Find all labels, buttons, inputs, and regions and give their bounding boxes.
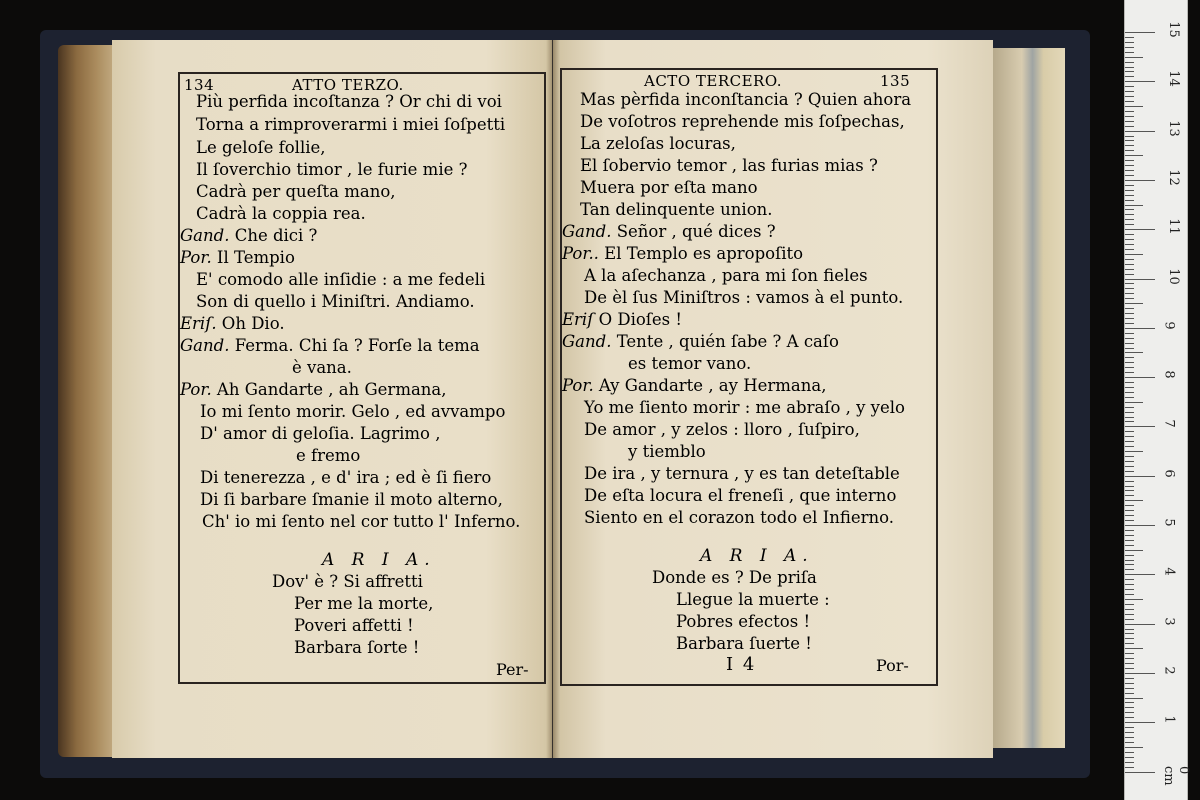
ruler-tick [1125,244,1134,245]
ruler-tick [1125,343,1134,344]
ruler-tick [1125,673,1155,674]
ruler-tick [1125,550,1143,551]
ruler-tick [1125,76,1134,77]
ruler-tick [1125,436,1134,437]
ruler-tick [1125,323,1134,324]
ruler-tick [1125,431,1134,432]
left-line: è vana. [292,358,352,377]
ruler-tick [1125,372,1134,373]
ruler-tick [1125,37,1134,38]
left-line: Le geloſe follie, [196,138,326,157]
ruler-number: 7 [1161,419,1177,429]
ruler-tick [1125,633,1134,634]
ruler-tick [1125,195,1134,196]
ruler-tick [1125,407,1134,408]
left-aria-title: A R I A. [322,550,436,570]
left-line: Gand. Che dici ? [180,226,318,245]
right-line: Mas pèrfida inconſtancia ? Quien ahora [580,90,912,109]
ruler-tick [1125,377,1155,378]
ruler-tick [1125,293,1134,294]
right-page-number: 135 [880,72,911,90]
right-line: Tan delinquente union. [580,200,773,219]
right-line: Por. Ay Gandarte , ay Hermana, [562,376,827,395]
ruler-tick [1125,338,1134,339]
ruler-tick [1125,333,1134,334]
ruler-tick [1125,624,1155,625]
ruler-tick [1125,599,1143,600]
book-gutter [546,40,560,758]
ruler-tick [1125,234,1134,235]
right-line: De amor , y zelos : lloro , ſuſpiro, [584,420,860,439]
left-line: Io mi ſento morir. Gelo , ed avvampo [200,402,506,421]
left-line: Più perfida incoſtanza ? Or chi di voi [196,92,502,111]
ruler-tick [1125,57,1143,58]
ruler-tick [1125,579,1134,580]
ruler-tick [1125,569,1134,570]
ruler-number: 12 [1165,169,1181,186]
ruler-tick [1125,471,1134,472]
ruler-number: 0 cm [1161,765,1191,786]
ruler-tick [1125,288,1134,289]
ruler-tick [1125,67,1134,68]
right-line: Yo me ſiento morir : me abraſo , y yelo [584,398,905,417]
left-page-edges [58,45,120,757]
ruler-tick [1125,402,1143,403]
ruler-tick [1125,461,1134,462]
ruler-tick [1125,767,1134,768]
ruler-tick [1125,259,1134,260]
ruler-tick [1125,362,1134,363]
ruler-tick [1125,214,1134,215]
ruler-tick [1125,303,1143,304]
ruler-tick [1125,495,1134,496]
ruler-tick [1125,328,1155,329]
ruler-tick [1125,150,1134,151]
right-line: De eſta locura el freneſi , que interno [584,486,897,505]
ruler-tick [1125,254,1143,255]
right-aria-title: A R I A. [700,546,814,566]
right-line: De voſotros reprehende mis ſoſpechas, [580,112,905,131]
ruler-tick [1125,308,1134,309]
ruler-tick [1125,239,1134,240]
right-line: Eriſ O Dioſes ! [562,310,682,329]
right-catchword: Por- [876,656,909,675]
ruler-tick [1125,584,1134,585]
ruler-tick [1125,525,1155,526]
ruler-tick [1125,456,1134,457]
left-line: Il ſoverchio timor , le furie mie ? [196,160,468,179]
right-line: Siento en el corazon todo el Infierno. [584,508,895,527]
right-aria-line: Llegue la muerte : [676,590,830,609]
ruler-tick [1125,653,1134,654]
ruler-tick [1125,348,1134,349]
left-catchword: Per- [496,660,529,679]
ruler-number: 1 [1161,715,1177,724]
ruler-tick [1125,737,1134,738]
ruler-tick [1125,421,1134,422]
ruler-tick [1125,47,1134,48]
left-line: Di tenerezza , e d' ira ; ed è ſi fiero [200,468,492,487]
ruler-tick [1125,466,1134,467]
ruler-tick [1125,535,1134,536]
ruler-tick [1125,604,1134,605]
right-line: Muera por eſta mano [580,178,758,197]
ruler-tick [1125,619,1134,620]
ruler-tick [1125,392,1134,393]
ruler-tick [1125,490,1134,491]
ruler-tick [1125,678,1134,679]
ruler-tick [1125,397,1134,398]
ruler-tick [1125,190,1134,191]
ruler-number: 10 [1165,267,1181,285]
ruler-tick [1125,614,1134,615]
left-line: Di ſi barbare ſmanie il moto alterno, [200,490,503,509]
left-line: e fremo [296,446,361,465]
left-line: Eriſ. Oh Dio. [180,314,285,333]
ruler-tick [1125,762,1134,763]
left-line: Son di quello i Miniſtri. Andiamo. [196,292,475,311]
ruler-tick [1125,658,1134,659]
ruler-tick [1125,106,1143,107]
ruler-tick [1125,643,1134,644]
ruler-tick [1125,629,1134,630]
left-line: Cadrà la coppia rea. [196,204,366,223]
ruler-tick [1125,648,1143,649]
ruler-tick [1125,219,1134,220]
ruler-tick [1125,209,1134,210]
ruler-tick [1125,446,1134,447]
ruler-tick [1125,131,1155,132]
ruler-number: 13 [1165,119,1181,137]
right-line: es temor vano. [628,354,752,373]
ruler-tick [1125,318,1134,319]
ruler-tick [1125,589,1134,590]
ruler-tick [1125,357,1134,358]
ruler-tick [1125,145,1134,146]
ruler-number: 6 [1161,469,1177,478]
right-aria-line: Barbara ſuerte ! [676,634,812,653]
ruler-tick [1125,510,1134,511]
right-line: Por.. El Templo es apropoſito [562,244,804,263]
ruler-tick [1125,91,1134,92]
left-aria-line: Dov' è ? Si affretti [272,572,423,591]
ruler-number: 5 [1161,518,1177,527]
ruler-tick [1125,387,1134,388]
left-aria-line: Per me la morte, [294,594,434,613]
ruler-tick [1125,126,1134,127]
ruler-tick [1125,688,1134,689]
ruler-tick [1125,663,1134,664]
ruler-number: 14 [1165,70,1181,88]
ruler-tick [1125,683,1134,684]
ruler-tick [1125,136,1134,137]
ruler-tick [1125,451,1143,452]
ruler-tick [1125,140,1134,141]
right-line: De ira , y ternura , y es tan deteſtable [584,464,900,483]
ruler-tick [1125,574,1155,575]
left-running-head: ATTO TERZO. [292,76,404,94]
ruler-tick [1125,500,1143,501]
ruler-tick [1125,560,1134,561]
ruler-number: 2 [1161,666,1177,675]
ruler-tick [1125,229,1155,230]
ruler-tick [1125,121,1134,122]
ruler-tick [1125,382,1134,383]
ruler-tick [1125,707,1134,708]
ruler-tick [1125,486,1134,487]
ruler-tick [1125,170,1134,171]
ruler-tick [1125,32,1155,33]
ruler-tick [1125,298,1134,299]
ruler-tick [1125,555,1134,556]
ruler-tick [1125,717,1134,718]
ruler-tick [1125,165,1134,166]
right-line: De èl ſus Miniſtros : vamos à el punto. [584,288,904,307]
ruler-tick [1125,185,1134,186]
ruler-tick [1125,62,1134,63]
left-line: Cadrà per queſta mano, [196,182,396,201]
ruler-tick [1125,742,1134,743]
ruler-tick [1125,530,1134,531]
right-line: El ſobervio temor , las furias mias ? [580,156,878,175]
right-line: Gand. Señor , qué dices ? [562,222,776,241]
ruler-tick [1125,609,1134,610]
right-aria-line: Pobres efectos ! [676,612,811,631]
ruler-tick [1125,702,1134,703]
ruler-tick [1125,42,1134,43]
ruler-tick [1125,249,1134,250]
ruler-tick [1125,520,1134,521]
right-page-edges [993,48,1065,748]
ruler-tick [1125,224,1134,225]
ruler-tick [1125,426,1155,427]
ruler-tick [1125,86,1134,87]
left-page-number: 134 [184,76,215,94]
ruler-tick [1125,264,1134,265]
ruler-tick [1125,101,1134,102]
ruler-tick [1125,155,1143,156]
left-aria-line: Barbara ſorte ! [294,638,420,657]
ruler-tick [1125,747,1143,748]
ruler-tick [1125,175,1134,176]
ruler-tick [1125,772,1155,773]
left-line: E' comodo alle inſidie : a me fedeli [196,270,486,289]
left-line: Gand. Ferma. Chi ſa ? Forſe la tema [180,336,480,355]
ruler-number: 9 [1161,321,1177,330]
ruler-tick [1125,412,1134,413]
right-line: Gand. Tente , quién ſabe ? A caſo [562,332,839,351]
ruler-tick [1125,367,1134,368]
left-line: Por. Il Tempio [180,248,295,267]
ruler-tick [1125,545,1134,546]
ruler-number: 11 [1165,218,1181,235]
ruler-tick [1125,481,1134,482]
right-signature-mark: I 4 [726,654,757,675]
ruler-tick [1125,81,1155,82]
ruler-number: 3 [1161,616,1177,626]
ruler-tick [1125,727,1134,728]
ruler-tick [1125,441,1134,442]
ruler-tick [1125,269,1134,270]
ruler-tick [1125,757,1134,758]
ruler-tick [1125,752,1134,753]
ruler-tick [1125,722,1155,723]
ruler-tick [1125,732,1134,733]
ruler-tick [1125,476,1155,477]
ruler-tick [1125,111,1134,112]
ruler-tick [1125,693,1134,694]
left-line: D' amor di geloſia. Lagrimo , [200,424,441,443]
ruler-tick [1125,638,1134,639]
ruler-tick [1125,160,1134,161]
ruler-tick [1125,116,1134,117]
ruler-tick [1125,712,1134,713]
ruler-tick [1125,205,1143,206]
ruler-tick [1125,96,1134,97]
ruler-tick [1125,594,1134,595]
right-running-head: ACTO TERCERO. [644,72,783,90]
left-line: Por. Ah Gandarte , ah Germana, [180,380,447,399]
ruler-tick [1125,279,1155,280]
ruler-tick [1125,200,1134,201]
ruler-tick [1125,52,1134,53]
ruler-tick [1125,540,1134,541]
right-line: A la aſechanza , para mi ſon fieles [584,266,868,285]
measurement-ruler [1124,0,1191,800]
ruler-tick [1125,417,1134,418]
ruler-tick [1125,352,1143,353]
ruler-tick [1125,71,1134,72]
ruler-tick [1125,505,1134,506]
right-line: La zeloſas locuras, [580,134,736,153]
ruler-number: 15 [1165,21,1181,38]
left-line: Torna a rimproverarmi i miei ſoſpetti [196,115,506,134]
ruler-tick [1125,274,1134,275]
ruler-tick [1125,698,1143,699]
ruler-tick [1125,313,1134,314]
ruler-tick [1125,283,1134,284]
ruler-tick [1125,515,1134,516]
right-line: y tiemblo [628,442,706,461]
ruler-tick [1125,564,1134,565]
right-aria-line: Donde es ? De priſa [652,568,817,587]
ruler-tick [1125,668,1134,669]
ruler-number: 4 [1161,567,1177,576]
ruler-tick [1125,180,1155,181]
left-line: Ch' io mi ſento nel cor tutto l' Inferno. [202,512,521,531]
left-aria-line: Poveri affetti ! [294,616,414,635]
ruler-number: 8 [1161,370,1177,379]
